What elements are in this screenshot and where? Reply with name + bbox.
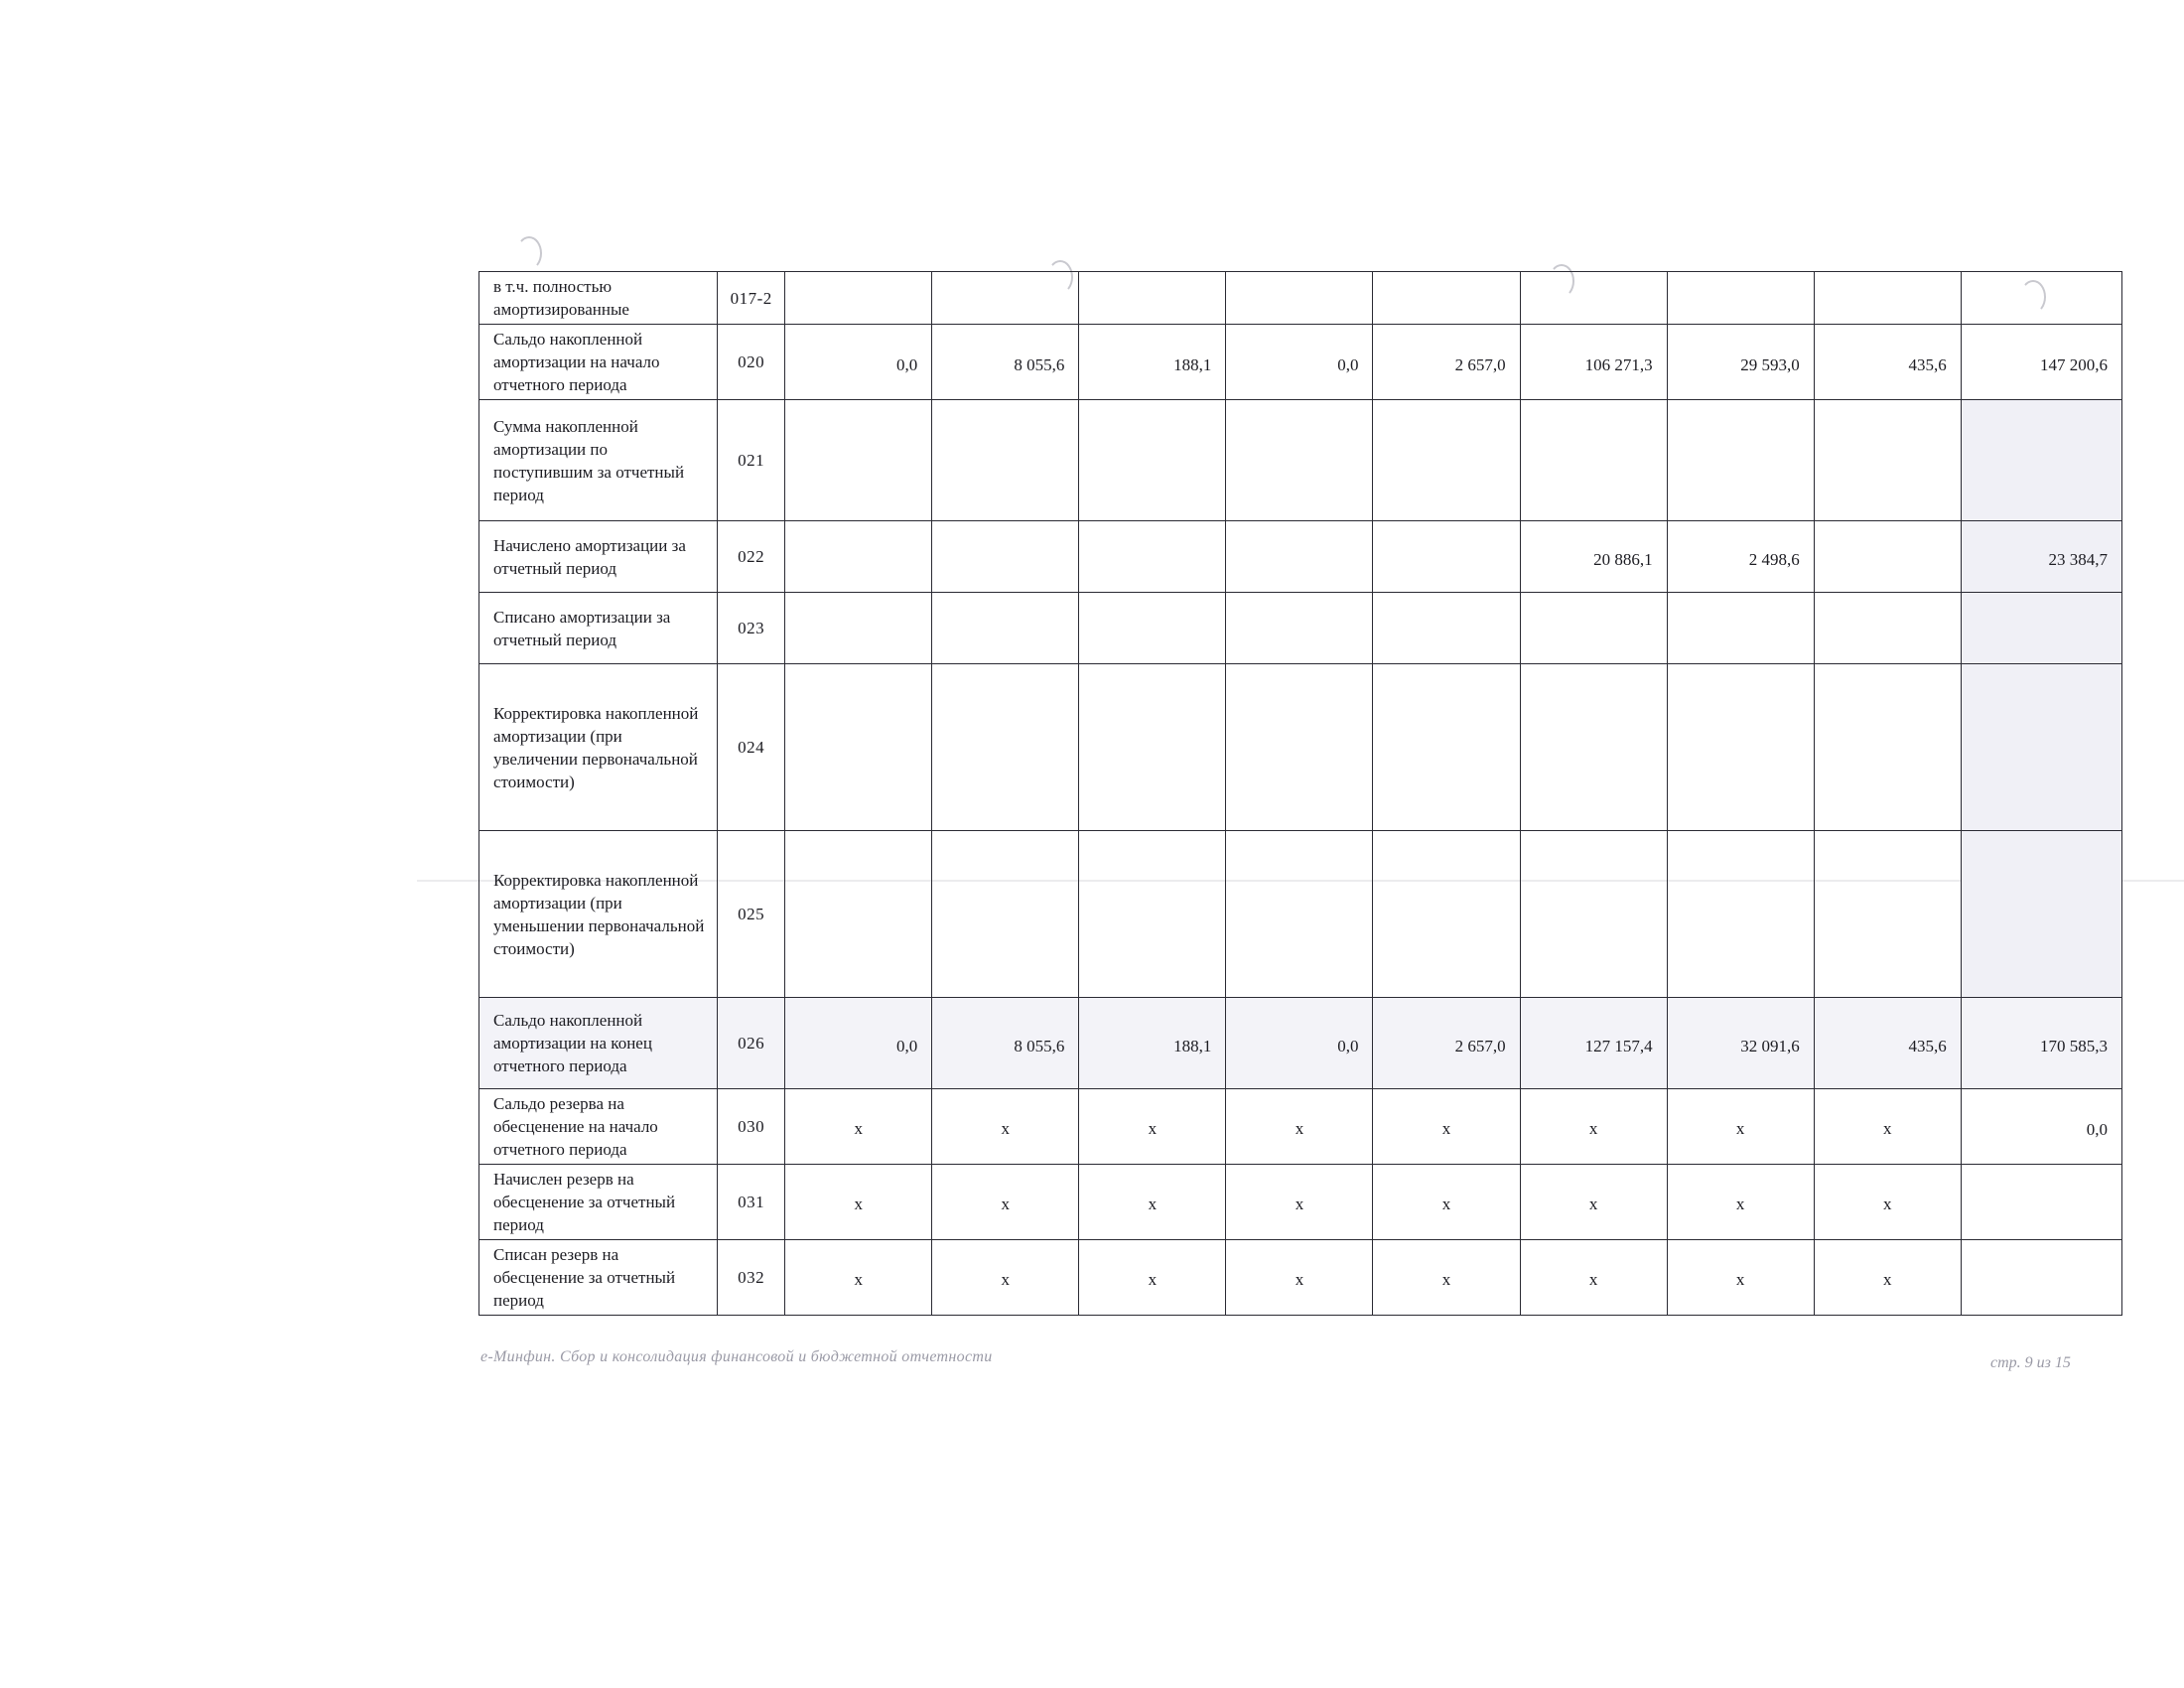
table-row [479, 664, 2122, 831]
value-cell: 147 200,6 [1961, 325, 2121, 400]
value-cell [1226, 400, 1373, 521]
value-cell: 0,0 [1961, 1089, 2121, 1165]
value-cell: x [1079, 1089, 1226, 1165]
value-cell [1667, 664, 1814, 831]
value-cell [1520, 664, 1667, 831]
value-cell: x [1373, 1089, 1520, 1165]
footer-page-number: стр. 9 из 15 [1990, 1354, 2071, 1371]
table-row [479, 1165, 2122, 1240]
value-cell: 23 384,7 [1961, 521, 2121, 593]
value-cell [1814, 400, 1961, 521]
row-label: Списан резерв на обесценение за отчетный период [479, 1240, 718, 1316]
value-cell [1961, 593, 2121, 664]
punch-hole-mark [516, 236, 542, 270]
value-cell [932, 521, 1079, 593]
row-code: 024 [718, 664, 785, 831]
value-cell: x [932, 1165, 1079, 1240]
value-cell [785, 664, 932, 831]
value-cell: 435,6 [1814, 998, 1961, 1089]
row-label: Корректировка накопленной амортизации (при уменьшении первоначальной стоимости) [479, 831, 718, 998]
value-cell [1520, 831, 1667, 998]
value-cell: 0,0 [1226, 325, 1373, 400]
value-cell [1079, 521, 1226, 593]
value-cell: x [1373, 1240, 1520, 1316]
value-cell [1961, 1165, 2121, 1240]
value-cell [1373, 831, 1520, 998]
value-cell [1079, 593, 1226, 664]
value-cell: 2 657,0 [1373, 325, 1520, 400]
row-code: 026 [718, 998, 785, 1089]
value-cell: 29 593,0 [1667, 325, 1814, 400]
value-cell: 8 055,6 [932, 998, 1079, 1089]
row-label: Начислен резерв на обесценение за отчетный период [479, 1165, 718, 1240]
value-cell [1079, 664, 1226, 831]
value-cell: 188,1 [1079, 998, 1226, 1089]
value-cell [1961, 1240, 2121, 1316]
row-code: 023 [718, 593, 785, 664]
value-cell [1814, 831, 1961, 998]
value-cell: 32 091,6 [1667, 998, 1814, 1089]
value-cell: 106 271,3 [1520, 325, 1667, 400]
value-cell [1373, 521, 1520, 593]
value-cell [1226, 593, 1373, 664]
value-cell: 0,0 [785, 325, 932, 400]
row-code: 030 [718, 1089, 785, 1165]
value-cell [1520, 400, 1667, 521]
table-row [479, 593, 2122, 664]
value-cell [1961, 272, 2121, 325]
value-cell [1961, 664, 2121, 831]
value-cell: 435,6 [1814, 325, 1961, 400]
value-cell: x [1226, 1240, 1373, 1316]
value-cell [1373, 272, 1520, 325]
row-code: 025 [718, 831, 785, 998]
value-cell: x [1226, 1165, 1373, 1240]
row-label: Сальдо резерва на обесценение на начало отчетного периода [479, 1089, 718, 1165]
table-row [479, 272, 2122, 325]
row-label: Сальдо накопленной амортизации на начало отчетного периода [479, 325, 718, 400]
value-cell: x [1667, 1089, 1814, 1165]
row-code: 022 [718, 521, 785, 593]
value-cell [1667, 272, 1814, 325]
table-row [479, 1089, 2122, 1165]
row-label: Сальдо накопленной амортизации на конец отчетного периода [479, 998, 718, 1089]
value-cell: x [1226, 1089, 1373, 1165]
value-cell [785, 593, 932, 664]
value-cell: 0,0 [785, 998, 932, 1089]
value-cell: 2 498,6 [1667, 521, 1814, 593]
row-label: Начислено амортизации за отчетный период [479, 521, 718, 593]
value-cell [1961, 400, 2121, 521]
table-row [479, 831, 2122, 998]
value-cell [1373, 400, 1520, 521]
value-cell: x [1814, 1165, 1961, 1240]
value-cell [785, 521, 932, 593]
value-cell [932, 831, 1079, 998]
table-row [479, 1240, 2122, 1316]
value-cell: x [1814, 1089, 1961, 1165]
value-cell: x [785, 1165, 932, 1240]
value-cell: x [1667, 1240, 1814, 1316]
value-cell: 170 585,3 [1961, 998, 2121, 1089]
value-cell [1667, 831, 1814, 998]
value-cell [785, 831, 932, 998]
value-cell: 2 657,0 [1373, 998, 1520, 1089]
value-cell: x [1373, 1165, 1520, 1240]
value-cell: 8 055,6 [932, 325, 1079, 400]
value-cell: 127 157,4 [1520, 998, 1667, 1089]
value-cell: x [785, 1089, 932, 1165]
value-cell: 188,1 [1079, 325, 1226, 400]
value-cell [1667, 400, 1814, 521]
table-row [479, 325, 2122, 400]
value-cell [1226, 664, 1373, 831]
value-cell [932, 593, 1079, 664]
value-cell: 20 886,1 [1520, 521, 1667, 593]
value-cell: x [1520, 1165, 1667, 1240]
value-cell [1814, 593, 1961, 664]
table-body [479, 272, 2122, 1316]
value-cell [1520, 593, 1667, 664]
value-cell [1079, 400, 1226, 521]
value-cell [1079, 272, 1226, 325]
value-cell [1373, 664, 1520, 831]
value-cell [785, 272, 932, 325]
value-cell [1814, 664, 1961, 831]
value-cell: x [1079, 1240, 1226, 1316]
row-code: 031 [718, 1165, 785, 1240]
value-cell [1226, 521, 1373, 593]
value-cell [1520, 272, 1667, 325]
value-cell [1373, 593, 1520, 664]
value-cell [785, 400, 932, 521]
row-code: 017-2 [718, 272, 785, 325]
footer-source: e-Минфин. Сбор и консолидация финансовой и бюджетной отчетности [480, 1348, 993, 1365]
row-code: 032 [718, 1240, 785, 1316]
value-cell: 0,0 [1226, 998, 1373, 1089]
value-cell [1667, 593, 1814, 664]
row-label: в т.ч. полностью амортизированные [479, 272, 718, 325]
row-label: Списано амортизации за отчетный период [479, 593, 718, 664]
value-cell [932, 272, 1079, 325]
value-cell: x [1520, 1240, 1667, 1316]
value-cell [1226, 831, 1373, 998]
row-label: Корректировка накопленной амортизации (при увеличении первоначальной стоимости) [479, 664, 718, 831]
value-cell: x [1814, 1240, 1961, 1316]
value-cell [932, 664, 1079, 831]
value-cell: x [785, 1240, 932, 1316]
amortization-table [478, 271, 2122, 1316]
value-cell: x [932, 1089, 1079, 1165]
value-cell: x [1079, 1165, 1226, 1240]
value-cell [1079, 831, 1226, 998]
value-cell [1814, 272, 1961, 325]
value-cell: x [932, 1240, 1079, 1316]
table-row [479, 400, 2122, 521]
value-cell: x [1667, 1165, 1814, 1240]
row-code: 020 [718, 325, 785, 400]
value-cell [1226, 272, 1373, 325]
value-cell: x [1520, 1089, 1667, 1165]
table-row [479, 521, 2122, 593]
value-cell [1814, 521, 1961, 593]
row-label: Сумма накопленной амортизации по поступившим за отчетный период [479, 400, 718, 521]
row-code: 021 [718, 400, 785, 521]
table-row [479, 998, 2122, 1089]
value-cell [932, 400, 1079, 521]
value-cell [1961, 831, 2121, 998]
